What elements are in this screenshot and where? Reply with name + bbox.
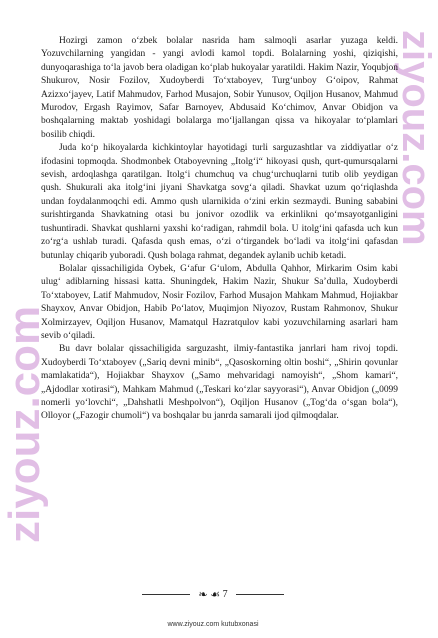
paragraph-2: Juda ko‘p hikoyalarda kichkintoylar hayotidagi turli sarguzashtlar va ziddiyatlar o‘z ifodasini topmoqda. Shodmonbek Otaboyevning „Itolg‘i“ hikoyasi qush, qurt-qumursqalarni sevish, ardoqlashga qaratilgan. Itolg‘i chumchuq va chug‘urchuqlarni tutib olib yeydigan qush. Shukurali aka itolg‘ini jiyani Shavkatga sovg‘a qiladi. Shavkat uzum qo‘riqlashda undan foydalanmoqchi edi. Ammo qush ularnikida o‘zini erkin sezmaydi. Buning sababini surishtirganda Shavkatning otasi bu jonivor ozodlik va erkinlikni qo‘msayotganligini tushuntiradi. Shavkat qushlarni yaxshi ko‘radigan, rahmdil bola. U itolg‘ini qafasda uch kun zo‘rg‘a ushlab turadi. Qafasda qush emas, o‘zi o‘tirgandek bo‘ladi va itolg‘ini qafasdan butunlay chiqarib yuboradi. Qush bolaga rahmat, degandek aylanib uchib ketadi. (41, 143, 398, 261)
folio-rule-right (236, 594, 284, 595)
paragraph-1: Hozirgi zamon o‘zbek bolalar nasrida ham salmoqli asarlar yuzaga keldi. Yozuvchilarning yangidan - yangi avlodi kamol topdi. Bolalarning yoshi, qiziqishi, dunyoqarashiga to‘la javob bera oladigan ko‘plab hukoyalar yaratildi. Hakim Nazir, Yoqubjon Shukurov, Nosir Fozilov, Xudoyberdi To‘xtaboyev, Turg‘unboy G‘oipov, Rahmat Azizxo‘jayev, Latif Mahmudov, Farhod Musajon, Sobir Yunusov, Oqiljon Husanov, Mahmud Murodov, Ergash Rayimov, Safar Barnoyev, Abdusaid Ko‘chimov, Anvar Obidjon va boshqalarning maktab yoshidagi bolalarga mo‘ljallangan qissa va hikoyalar to‘plamlari bosilib chiqdi. (41, 36, 398, 140)
body-text (41, 35, 398, 424)
watermark-right: ziyouz.com (394, 30, 438, 246)
page-number: 7 (222, 588, 228, 600)
page-folio (0, 588, 426, 601)
watermark-left: ziyouz.com (0, 305, 49, 543)
ornament-icon: ❧ ☙ (198, 589, 221, 601)
folio-rule-left (142, 594, 190, 595)
paragraph-4: Bu davr bolalar qissachiligida sarguzasht, ilmiy-fantastika janrlari ham rivoj topdi. Xudoyberdi To‘xtaboyev („Sariq devni minib“, „Qasoskorning oltin boshi“, „Shirin qovunlar mamlakatida“), Hojiakbar Shayxov („Samo mehvaridagi namoyish“, „Shom kamari“, „Ajdodlar xotirasi“), Mahkam Mahmud („Teskari ko‘zlar sayyorasi“), Anvar Obidjon („0099 nomerli yo‘lovchi“, „Dahshatli Meshpolvon“), Oqiljon Husanov („Tog‘da o‘sgan bola“), Olloyor („Fazogir chumoli“) va boshqalar bu janrda samarali ijod qilmoqdalar. (41, 344, 398, 422)
paragraph-3: Bolalar qissachiligida Oybek, G‘afur G‘ulom, Abdulla Qahhor, Mirkarim Osim kabi ulug‘ adiblarning hissasi katta. Shuningdek, Hakim Nazir, Shukur Sa’dulla, Xudoyberdi To‘xtaboyev, Latif Mahmudov, Nosir Fozilov, Farhod Musajon Mahkam Mahmud, Hojiakbar Shayxov, Anvar Obidjon, Habib Po‘latov, Muqimjon Niyozov, Rustam Rahmonov, Shukur Xolmirzayev, Oqiljon Husanov, Mamatqul Hazratqulov kabi yozuvchilarning asarlari ham sevib o‘qiladi. (41, 263, 398, 341)
footer-url: www.ziyouz.com kutubxonasi (167, 621, 259, 628)
